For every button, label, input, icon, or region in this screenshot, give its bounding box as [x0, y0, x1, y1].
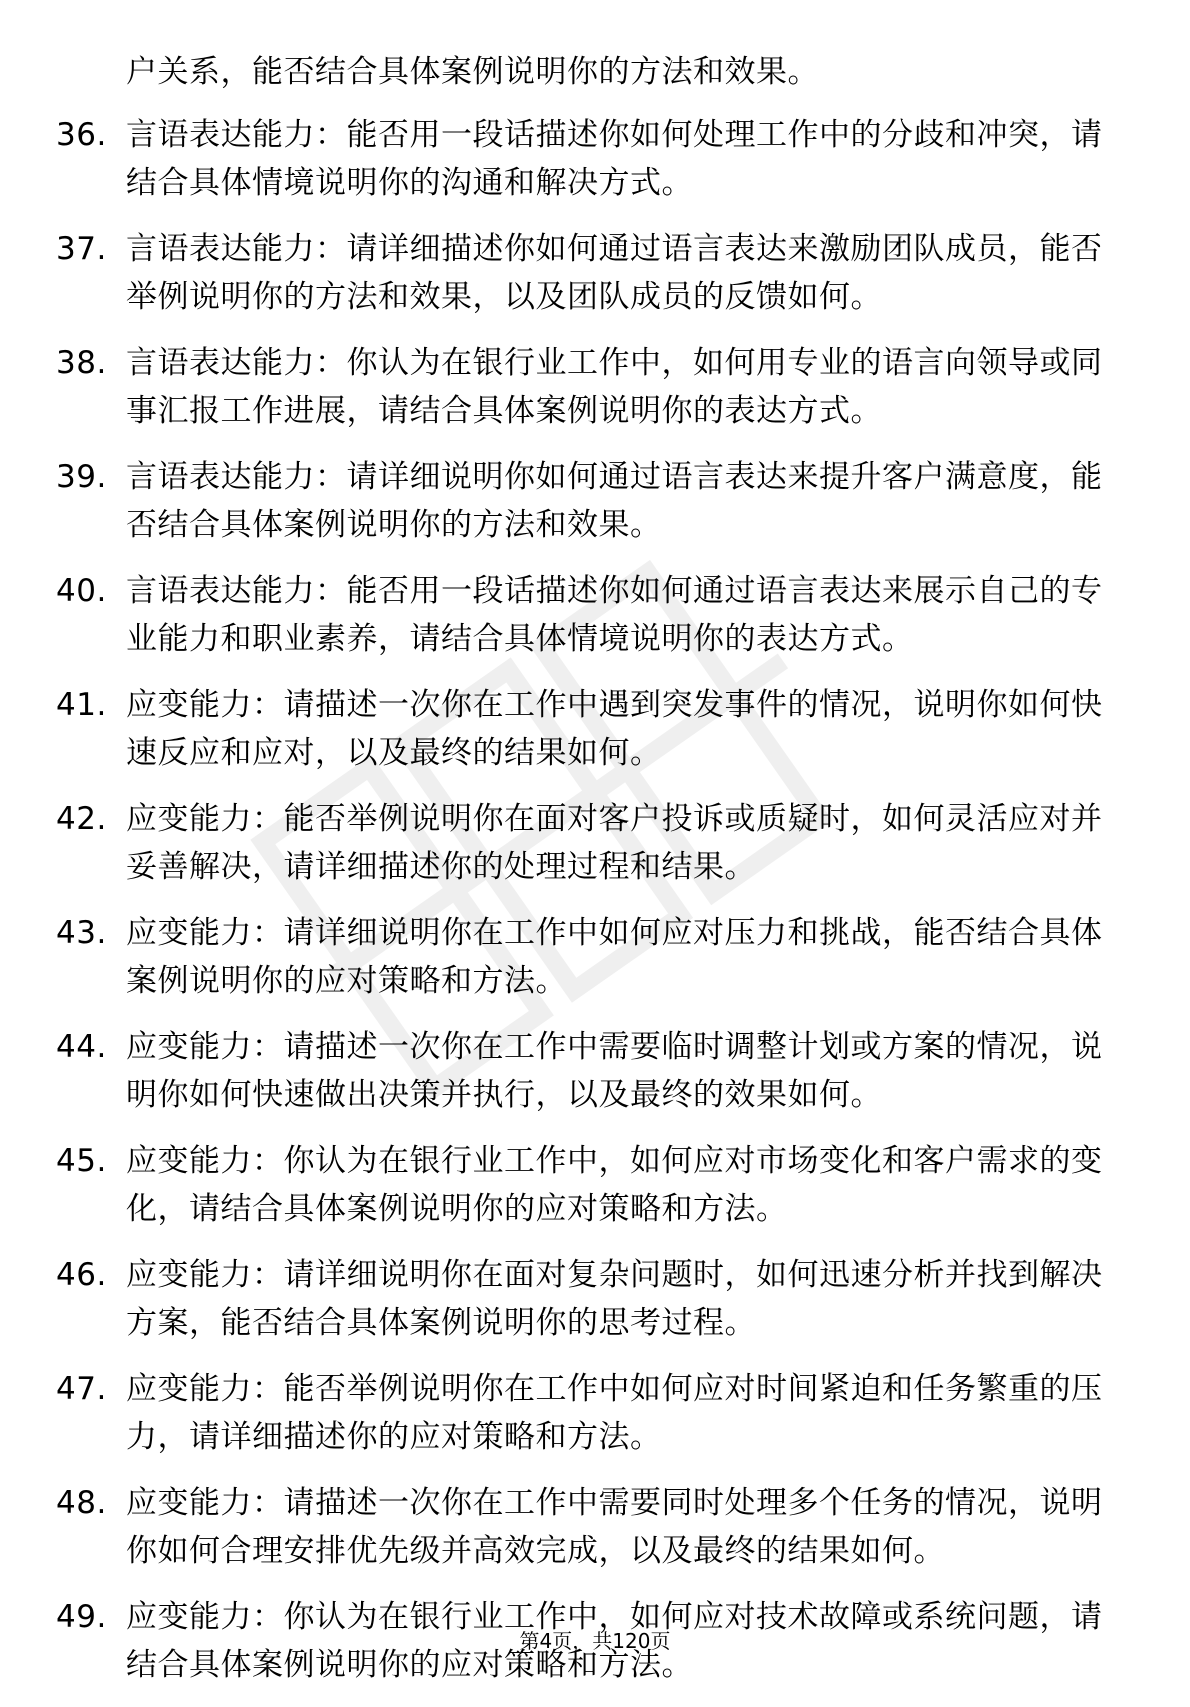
list-item	[0, 1479, 1190, 1575]
list-item	[0, 339, 1190, 435]
question-text: 言语表达能力：请详细描述你如何通过语言表达来激励团队成员，能否举例说明你的方法和效果，以及团队成员的反馈如何。	[126, 231, 1103, 315]
question-text: 应变能力：请详细说明你在面对复杂问题时，如何迅速分析并找到解决方案，能否结合具体案例说明你的思考过程。	[126, 1257, 1103, 1341]
question-number: 41.	[56, 687, 107, 723]
question-text: 应变能力：能否举例说明你在工作中如何应对时间紧迫和任务繁重的压力，请详细描述你的应对策略和方法。	[126, 1371, 1103, 1455]
question-number: 38.	[56, 345, 107, 381]
question-number: 39.	[56, 459, 107, 495]
page-footer: 第4页，共120页	[519, 1629, 671, 1653]
question-text: 言语表达能力：请详细说明你如何通过语言表达来提升客户满意度，能否结合具体案例说明你的方法和效果。	[126, 459, 1103, 543]
question-number: 43.	[56, 915, 107, 951]
list-item	[0, 795, 1190, 891]
list-item	[0, 1365, 1190, 1461]
question-text: 言语表达能力：能否用一段话描述你如何处理工作中的分歧和冲突，请结合具体情境说明你的沟通和解决方式。	[126, 117, 1103, 201]
list-item	[0, 111, 1190, 207]
question-text: 言语表达能力：能否用一段话描述你如何通过语言表达来展示自己的专业能力和职业素养，请结合具体情境说明你的表达方式。	[126, 573, 1103, 657]
question-text: 应变能力：你认为在银行业工作中，如何应对市场变化和客户需求的变化，请结合具体案例说明你的应对策略和方法。	[126, 1143, 1103, 1227]
question-number: 48.	[56, 1485, 107, 1521]
question-text: 应变能力：能否举例说明你在面对客户投诉或质疑时，如何灵活应对并妥善解决，请详细描述你的处理过程和结果。	[126, 801, 1103, 885]
list-item	[0, 225, 1190, 321]
list-item	[0, 681, 1190, 777]
continuation-text: 户关系，能否结合具体案例说明你的方法和效果。	[126, 54, 819, 90]
question-number: 36.	[56, 117, 107, 153]
question-number: 47.	[56, 1371, 107, 1407]
question-number: 40.	[56, 573, 107, 609]
list-item	[0, 567, 1190, 663]
question-text: 应变能力：请描述一次你在工作中遇到突发事件的情况，说明你如何快速反应和应对，以及最终的结果如何。	[126, 687, 1103, 771]
question-number: 46.	[56, 1257, 107, 1293]
question-text: 应变能力：请详细说明你在工作中如何应对压力和挑战，能否结合具体案例说明你的应对策略和方法。	[126, 915, 1103, 999]
question-list	[0, 111, 1190, 1707]
question-number: 42.	[56, 801, 107, 837]
question-text: 应变能力：请描述一次你在工作中需要同时处理多个任务的情况，说明你如何合理安排优先级并高效完成，以及最终的结果如何。	[126, 1485, 1103, 1569]
list-item	[0, 1137, 1190, 1233]
question-text: 言语表达能力：你认为在银行业工作中，如何用专业的语言向领导或同事汇报工作进展，请结合具体案例说明你的表达方式。	[126, 345, 1103, 429]
list-item	[0, 1023, 1190, 1119]
question-number: 45.	[56, 1143, 107, 1179]
list-item	[0, 1251, 1190, 1347]
list-item	[0, 909, 1190, 1005]
question-number: 37.	[56, 231, 107, 267]
question-text: 应变能力：请描述一次你在工作中需要临时调整计划或方案的情况，说明你如何快速做出决策并执行，以及最终的效果如何。	[126, 1029, 1103, 1113]
question-number: 44.	[56, 1029, 107, 1065]
question-number: 49.	[56, 1599, 107, 1635]
question-text: 应变能力：你认为在银行业工作中，如何应对技术故障或系统问题，请结合具体案例说明你的应对策略和方法。	[126, 1599, 1103, 1683]
list-item	[0, 453, 1190, 549]
